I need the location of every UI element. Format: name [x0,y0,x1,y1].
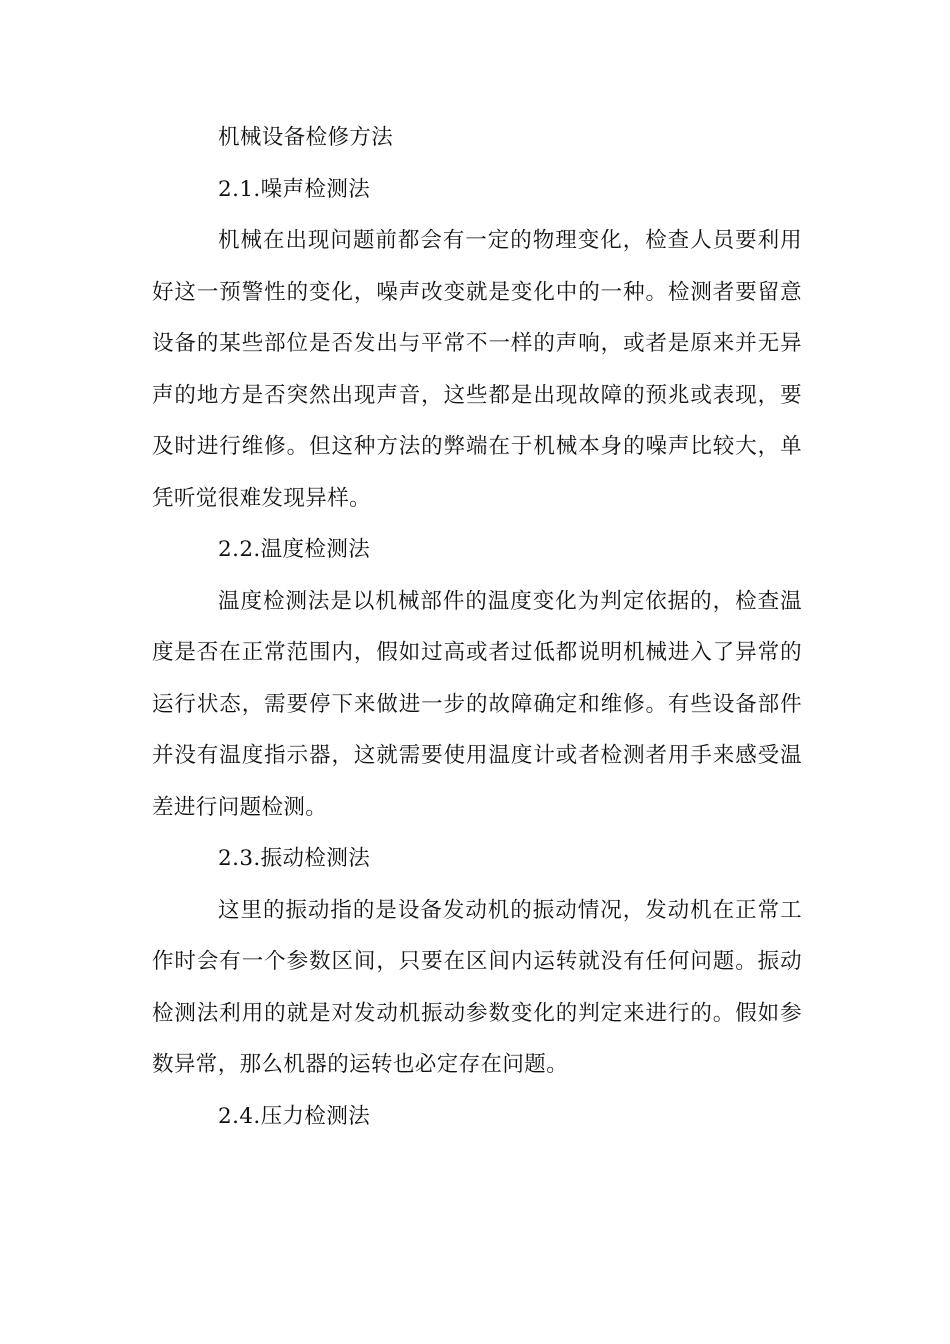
paragraph-vibration [152,885,802,1091]
paragraph-line: 作时会有一个参数区间，只要在区间内运转就没有任何问题。振动 [152,949,802,974]
paragraph-line: 并没有温度指示器，这就需要使用温度计或者检测者用手来感受温 [152,743,802,768]
section-heading-vibration: 2.3.振动检测法 [218,846,371,871]
paragraph-line: 度是否在正常范围内，假如过高或者过低都说明机械进入了异常的 [152,640,802,665]
paragraph-line: 机械在出现问题前都会有一定的物理变化，检查人员要利用 [218,228,802,253]
paragraph-line: 设备的某些部位是否发出与平常不一样的声响，或者是原来并无异 [152,331,802,356]
paragraph-noise [152,215,802,524]
paragraph-line: 检测法利用的就是对发动机振动参数变化的判定来进行的。假如参 [152,1000,802,1026]
paragraph-line: 温度检测法是以机械部件的温度变化为判定依据的，检查温 [218,588,802,614]
section-heading-temperature: 2.2.温度检测法 [218,537,371,562]
paragraph-line: 凭听觉很难发现异样。 [152,485,372,511]
document-body [152,112,802,1142]
paragraph-line: 及时进行维修。但这种方法的弊端在于机械本身的噪声比较大，单 [152,434,802,459]
paragraph-line: 这里的振动指的是设备发动机的振动情况，发动机在正常工 [218,897,802,923]
paragraph-line: 差进行问题检测。 [152,794,328,820]
paragraph-line: 运行状态，需要停下来做进一步的故障确定和维修。有些设备部件 [152,691,802,717]
document-title: 机械设备检修方法 [218,125,394,150]
paragraph-line: 声的地方是否突然出现声音，这些都是出现故障的预兆或表现，要 [152,382,802,408]
section-heading-noise: 2.1.噪声检测法 [218,176,371,202]
paragraph-line: 数异常，那么机器的运转也必定存在问题。 [152,1052,569,1077]
paragraph-temperature [152,576,802,834]
section-heading-pressure: 2.4.压力检测法 [218,1103,371,1129]
paragraph-line: 好这一预警性的变化，噪声改变就是变化中的一种。检测者要留意 [152,279,802,305]
